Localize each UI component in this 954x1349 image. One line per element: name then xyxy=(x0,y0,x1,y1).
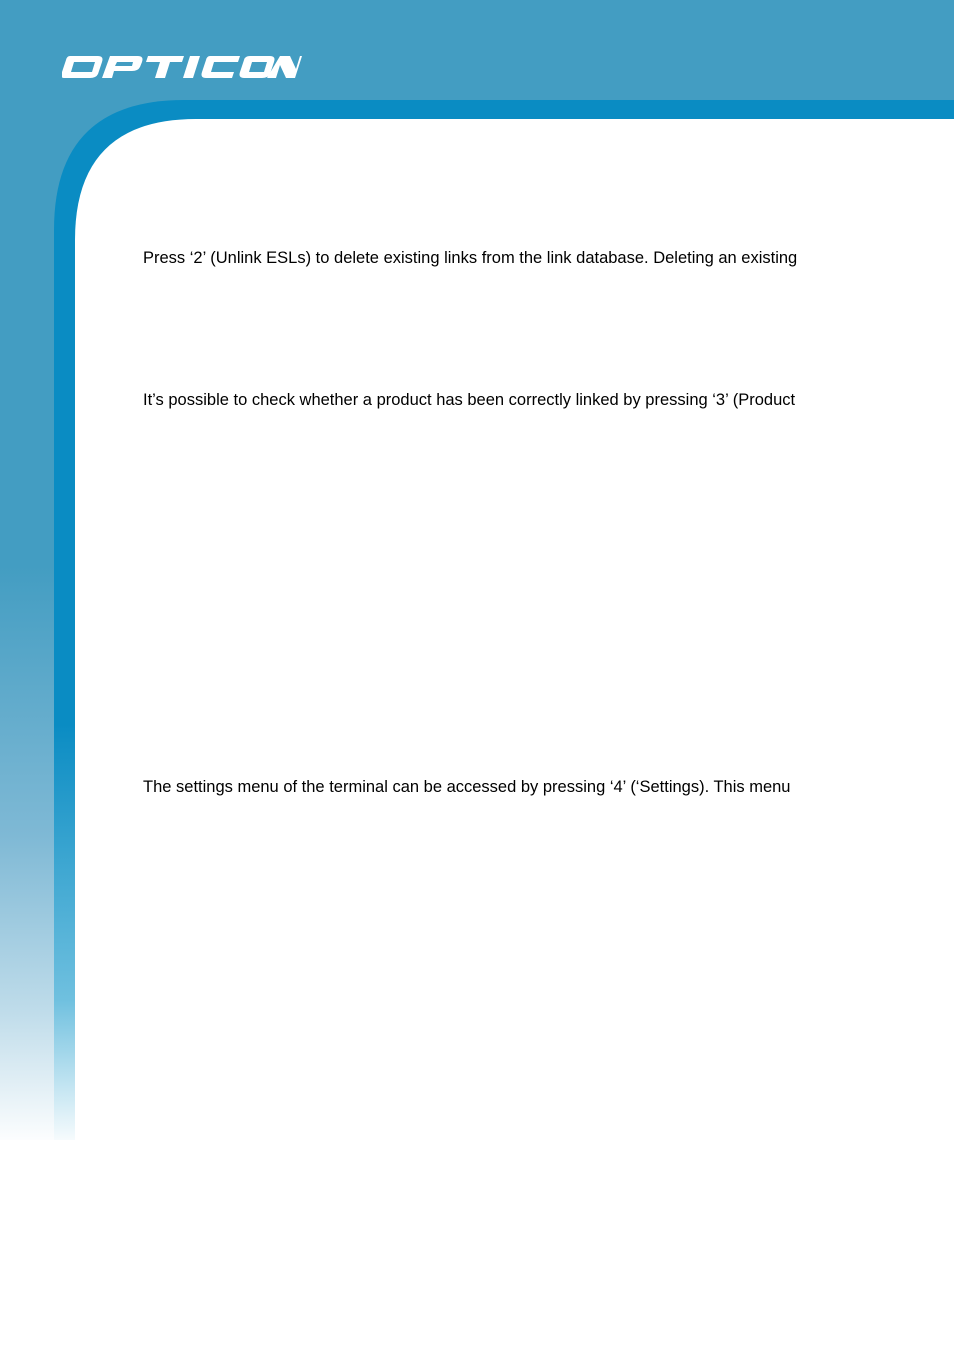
lower-fade-cover xyxy=(0,1140,954,1349)
paragraph-unlink-esls: Press ‘2’ (Unlink ESLs) to delete existing links from the link database. Deleting an existing xyxy=(143,249,798,267)
paragraph-settings-menu: The settings menu of the terminal can be accessed by pressing ‘4’ (‘Settings). This menu xyxy=(143,778,791,796)
opticon-logo xyxy=(62,52,302,82)
paragraph-product-check: It’s possible to check whether a product has been correctly linked by pressing ‘3’ (Product xyxy=(143,391,796,409)
